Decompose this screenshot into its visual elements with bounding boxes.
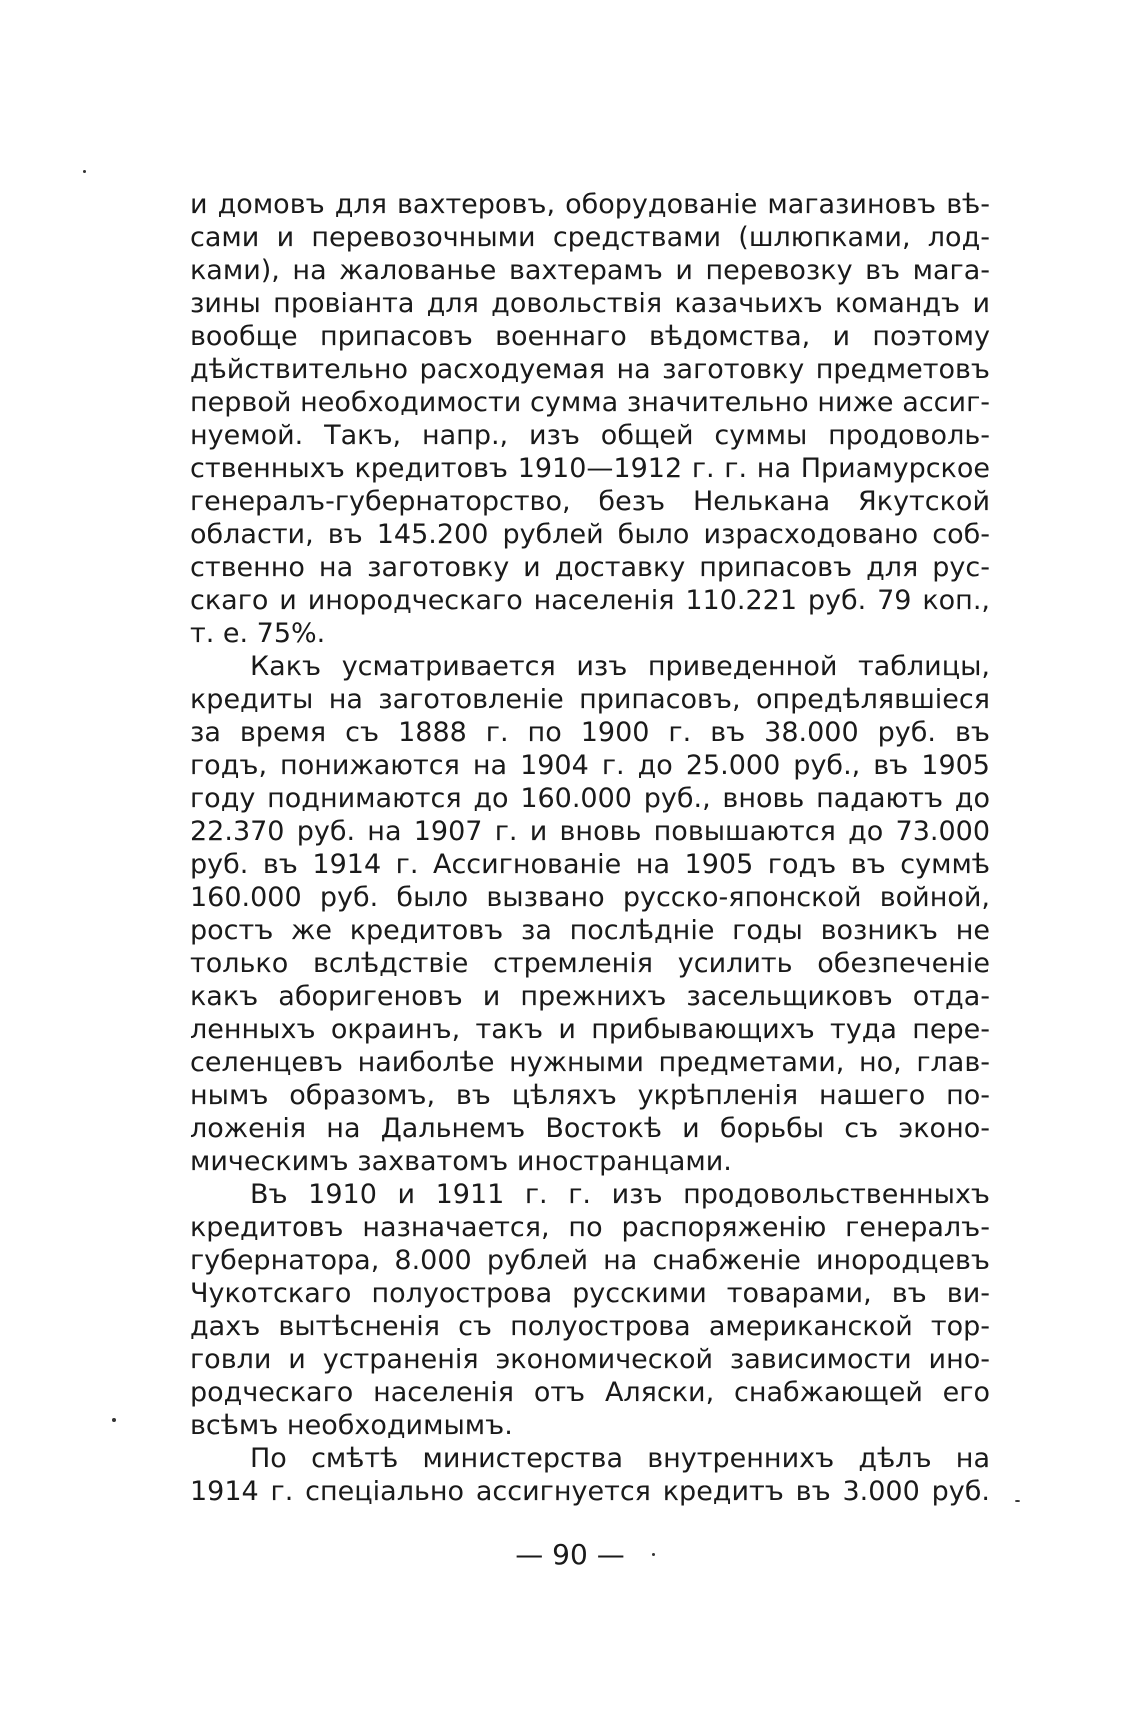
text-line: ленныхъ окраинъ, такъ и прибывающихъ туда пере- <box>190 1014 990 1045</box>
text-line: за время съ 1888 г. по 1900 г. въ 38.000 руб. въ <box>190 717 990 748</box>
text-line: кредиты на заготовленіе припасовъ, опредѣлявшіеся <box>190 684 990 715</box>
text-line: 22.370 руб. на 1907 г. и вновь повышаются до 73.000 <box>190 816 990 847</box>
text-line: генералъ-губернаторство, безъ Нелькана Якутской <box>190 486 990 517</box>
text-line: ками), на жалованье вахтерамъ и перевозку въ мага- <box>190 255 990 286</box>
text-line: 1914 г. спеціально ассигнуется кредитъ въ 3.000 руб. <box>190 1476 990 1507</box>
text-line: ложенія на Дальнемъ Востокѣ и борьбы съ эконо- <box>190 1113 990 1144</box>
text-line: ственныхъ кредитовъ 1910—1912 г. г. на Приамурское <box>190 453 990 484</box>
text-line: родческаго населенія отъ Аляски, снабжающей его <box>190 1377 990 1408</box>
text-line: скаго и инородческаго населенія 110.221 руб. 79 коп., <box>190 585 990 616</box>
text-line: вообще припасовъ военнаго вѣдомства, и поэтому <box>190 321 990 352</box>
text-line: какъ аборигеновъ и прежнихъ засельщиковъ отда- <box>190 981 990 1012</box>
text-line: ростъ же кредитовъ за послѣдніе годы возникъ не <box>190 915 990 946</box>
text-line: говли и устраненія экономической зависимости ино- <box>190 1344 990 1375</box>
body-text <box>190 188 990 1508</box>
text-line: Какъ усматривается изъ приведенной таблицы, <box>250 651 990 682</box>
scan-speck <box>1015 1500 1020 1502</box>
text-line: мическимъ захватомъ иностранцами. <box>190 1146 732 1177</box>
text-line: т. е. 75%. <box>190 618 326 649</box>
paragraph <box>190 1442 990 1508</box>
text-line: селенцевъ наиболѣе нужными предметами, но, глав- <box>190 1047 990 1078</box>
text-line: первой необходимости сумма значительно ниже ассиг- <box>190 387 990 418</box>
text-line: 160.000 руб. было вызвано русско-японской войной, <box>190 882 990 913</box>
text-line: сами и перевозочными средствами (шлюпками, лод- <box>190 222 990 253</box>
text-line: дахъ вытѣсненія съ полуострова американской тор- <box>190 1311 990 1342</box>
text-line: дѣйствительно расходуемая на заготовку предметовъ <box>190 354 990 385</box>
scan-speck <box>83 170 86 173</box>
text-line: По смѣтѣ министерства внутреннихъ дѣлъ на <box>250 1443 990 1474</box>
paragraph <box>190 1178 990 1442</box>
paragraph <box>190 650 990 1178</box>
text-line: нымъ образомъ, въ цѣляхъ укрѣпленія нашего по- <box>190 1080 990 1111</box>
text-line: нуемой. Такъ, напр., изъ общей суммы продоволь- <box>190 420 990 451</box>
text-line: году поднимаются до 160.000 руб., вновь падаютъ до <box>190 783 990 814</box>
text-line: годъ, понижаются на 1904 г. до 25.000 руб., въ 1905 <box>190 750 990 781</box>
text-line: области, въ 145.200 рублей было израсходовано соб- <box>190 519 990 550</box>
scan-speck <box>112 1418 116 1422</box>
scan-speck <box>652 1553 655 1556</box>
text-line: ственно на заготовку и доставку припасовъ для рус- <box>190 552 990 583</box>
text-line: зины провіанта для довольствія казачьихъ командъ и <box>190 288 990 319</box>
text-line: и домовъ для вахтеровъ, оборудованіе магазиновъ вѣ- <box>190 189 990 220</box>
text-line: всѣмъ необходимымъ. <box>190 1410 513 1441</box>
text-line: Чукотскаго полуострова русскими товарами, въ ви- <box>190 1278 990 1309</box>
page-number: — 90 — <box>515 1538 625 1571</box>
text-line: кредитовъ назначается, по распоряженію генералъ- <box>190 1212 990 1243</box>
text-line: Въ 1910 и 1911 г. г. изъ продовольственныхъ <box>250 1179 990 1210</box>
paragraph <box>190 188 990 650</box>
text-line: губернатора, 8.000 рублей на снабженіе инородцевъ <box>190 1245 990 1276</box>
text-line: руб. въ 1914 г. Ассигнованіе на 1905 годъ въ суммѣ <box>190 849 990 880</box>
text-line: только вслѣдствіе стремленія усилить обезпеченіе <box>190 948 990 979</box>
